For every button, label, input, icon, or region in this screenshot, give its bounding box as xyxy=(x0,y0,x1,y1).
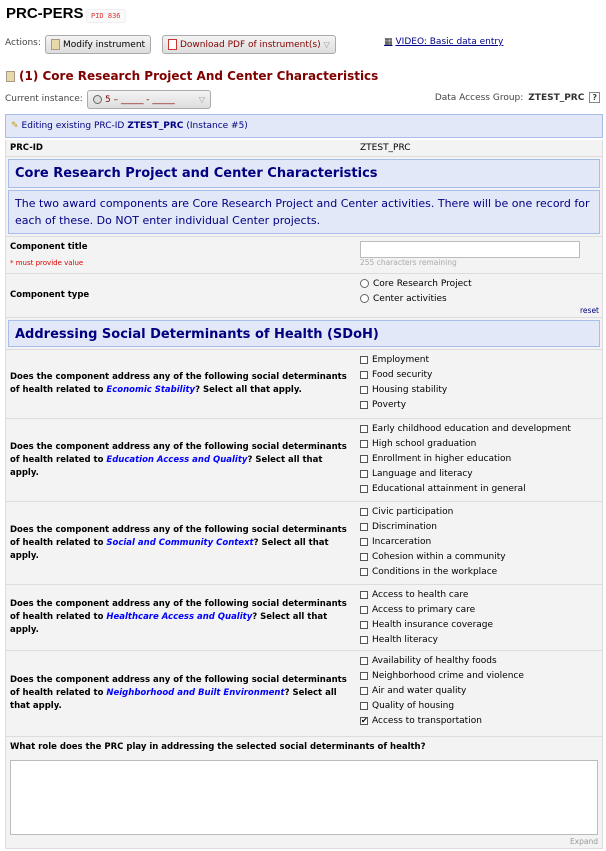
checkbox-option[interactable] xyxy=(360,367,598,382)
sdoh-question-row xyxy=(6,419,602,502)
required-note: * must provide value xyxy=(10,259,84,267)
option-label: High school graduation xyxy=(372,438,477,449)
prc-id-value: ZTEST_PRC xyxy=(360,143,411,153)
checkbox[interactable] xyxy=(360,621,368,629)
checkbox[interactable] xyxy=(360,455,368,463)
checkbox-option[interactable] xyxy=(360,549,598,564)
dag-label: Data Access Group: xyxy=(434,92,524,103)
checkbox-option[interactable] xyxy=(360,564,598,579)
modify-instrument-button[interactable] xyxy=(45,35,151,54)
checkbox[interactable] xyxy=(360,553,368,561)
component-type-option[interactable] xyxy=(360,291,598,306)
checkbox-option[interactable] xyxy=(360,534,598,549)
question-suffix: ? Select all that apply. xyxy=(10,688,337,711)
data-entry-form xyxy=(5,140,603,849)
checkbox-option[interactable] xyxy=(360,397,598,412)
option-label: Food security xyxy=(372,369,433,380)
editing-banner xyxy=(5,114,603,138)
sdoh-question-row xyxy=(6,502,602,585)
checkbox-option[interactable] xyxy=(360,602,598,617)
checkbox[interactable] xyxy=(360,508,368,516)
option-label: Language and literacy xyxy=(372,468,473,479)
question-topic: Healthcare Access and Quality xyxy=(106,612,253,622)
dag-value: ZTEST_PRC xyxy=(528,92,585,103)
checkbox[interactable] xyxy=(360,687,368,695)
checkbox-option[interactable] xyxy=(360,519,598,534)
radio-button[interactable] xyxy=(360,279,369,288)
status-circle-icon xyxy=(93,95,102,104)
option-label: Housing stability xyxy=(372,384,448,395)
section-header-row xyxy=(6,157,602,237)
question-topic: Neighborhood and Built Environment xyxy=(106,688,285,698)
checkbox-option[interactable] xyxy=(360,587,598,602)
project-title: PRC-PERS xyxy=(6,5,84,22)
checkbox-option[interactable] xyxy=(360,382,598,397)
data-access-group xyxy=(435,92,600,103)
checkbox-option[interactable] xyxy=(360,668,598,683)
question-suffix: ? Select all that apply. xyxy=(10,537,329,561)
checkbox-option[interactable] xyxy=(360,436,598,451)
checkbox-option[interactable] xyxy=(360,683,598,698)
pid-badge: PID 836 xyxy=(86,9,126,23)
editing-record-id: ZTEST_PRC xyxy=(127,121,184,131)
role-label: What role does the PRC play in addressing the selected social determinants of health? xyxy=(10,742,426,752)
option-label: Cohesion within a community xyxy=(372,551,506,562)
reset-link[interactable]: reset xyxy=(580,306,599,315)
sdoh-question-row xyxy=(6,585,602,651)
question-text: Does the component address any of the following social determinants of health related to xyxy=(10,599,347,622)
form-icon xyxy=(6,71,15,82)
instrument-title xyxy=(6,69,378,83)
sdoh-question-row xyxy=(6,651,602,737)
option-label: Access to transportation xyxy=(372,715,482,726)
checkbox[interactable] xyxy=(360,523,368,531)
question-text: Does the component address any of the following social determinants of health related to xyxy=(10,675,347,698)
current-instance-label: Current instance: xyxy=(5,94,83,104)
checkbox[interactable] xyxy=(360,591,368,599)
modify-label: Modify instrument xyxy=(63,39,146,50)
checkbox-option[interactable] xyxy=(360,632,598,647)
film-icon: ▦ xyxy=(384,37,393,47)
section-header: Addressing Social Determinants of Health (SDoH) xyxy=(8,320,600,347)
chevron-down-icon: ▽ xyxy=(323,40,330,49)
checkbox-option[interactable] xyxy=(360,466,598,481)
question-text: Does the component address any of the following social determinants of health related to xyxy=(10,441,347,465)
pencil-icon: ✎ xyxy=(11,121,19,131)
component-type-option[interactable] xyxy=(360,276,598,291)
question-suffix: ? Select all that apply. xyxy=(195,385,302,395)
checkbox-option[interactable] xyxy=(360,481,598,496)
checkbox[interactable] xyxy=(360,702,368,710)
checkbox-option[interactable] xyxy=(360,617,598,632)
option-label: Health literacy xyxy=(372,634,438,645)
option-label: Core Research Project xyxy=(373,278,472,289)
checkbox[interactable] xyxy=(360,672,368,680)
prc-id-label: PRC-ID xyxy=(10,142,43,153)
option-label: Quality of housing xyxy=(372,700,455,711)
section-header: Core Research Project and Center Characteristics xyxy=(8,159,600,188)
checkbox-option[interactable] xyxy=(360,653,598,668)
video-label: VIDEO: Basic data entry xyxy=(395,37,504,47)
checkbox[interactable] xyxy=(360,356,368,364)
question-topic: Social and Community Context xyxy=(106,537,254,548)
role-textarea[interactable] xyxy=(10,760,598,835)
option-label: Availability of healthy foods xyxy=(372,655,497,666)
option-label: Enrollment in higher education xyxy=(372,453,512,464)
option-label: Air and water quality xyxy=(372,685,467,696)
expand-link[interactable]: Expand xyxy=(569,837,598,846)
checkbox-option[interactable] xyxy=(360,352,598,367)
question-text: Does the component address any of the following social determinants of health related to xyxy=(10,524,347,548)
component-type-label: Component type xyxy=(10,290,90,300)
checkbox[interactable] xyxy=(360,470,368,478)
option-label: Educational attainment in general xyxy=(372,483,526,494)
component-title-input[interactable] xyxy=(360,241,580,258)
video-link[interactable] xyxy=(384,37,503,47)
option-label: Incarceration xyxy=(372,536,432,547)
checkbox[interactable] xyxy=(360,371,368,379)
checkbox[interactable] xyxy=(360,636,368,644)
sdoh-question-row xyxy=(6,350,602,419)
option-label: Health insurance coverage xyxy=(372,619,494,630)
option-label: Early childhood education and development xyxy=(372,423,571,434)
actions-label: Actions: xyxy=(5,38,41,48)
question-text: Does the component address any of the following social determinants of health related to xyxy=(10,372,347,395)
question-topic: Economic Stability xyxy=(106,385,196,395)
help-button[interactable]: ? xyxy=(589,92,600,103)
section-description: The two award components are Core Research Project and Center activities. There will be one record for each of these. Do NOT enter individual Center projects. xyxy=(8,190,600,234)
component-title-label: Component title xyxy=(10,242,88,252)
checkbox-option[interactable] xyxy=(360,713,598,728)
checkbox[interactable] xyxy=(360,425,368,433)
instance-select[interactable] xyxy=(87,90,211,109)
checkbox[interactable] xyxy=(360,538,368,546)
instance-value: 5 – _____ - _____ xyxy=(105,94,175,105)
editing-suffix: (Instance #5) xyxy=(186,121,248,131)
question-topic: Education Access and Quality xyxy=(106,454,248,465)
sdoh-header-row xyxy=(6,318,602,350)
checkbox-option[interactable] xyxy=(360,421,598,436)
pdf-icon xyxy=(168,39,177,50)
option-label: Employment xyxy=(372,354,430,365)
download-pdf-button[interactable] xyxy=(162,35,336,54)
question-suffix: ? Select all that apply. xyxy=(10,612,328,635)
option-label: Civic participation xyxy=(372,506,454,517)
question-suffix: ? Select all that apply. xyxy=(10,454,323,478)
checkbox[interactable] xyxy=(360,440,368,448)
checkbox-option[interactable] xyxy=(360,504,598,519)
download-label: Download PDF of instrument(s) xyxy=(180,39,321,50)
checkbox-option[interactable] xyxy=(360,451,598,466)
checkbox-option[interactable] xyxy=(360,698,598,713)
checkbox[interactable] xyxy=(360,568,368,576)
checkbox[interactable]: ✔ xyxy=(361,715,368,725)
radio-button[interactable] xyxy=(360,294,369,303)
option-label: Conditions in the workplace xyxy=(372,566,498,577)
instrument-title-text: (1) Core Research Project And Center Characteristics xyxy=(19,69,379,83)
checkbox[interactable] xyxy=(360,401,368,409)
checkbox[interactable] xyxy=(360,657,368,665)
chars-remaining: 255 characters remaining xyxy=(360,258,457,267)
component-title-row xyxy=(6,237,602,274)
checkbox[interactable] xyxy=(360,485,368,493)
editing-prefix: Editing existing PRC-ID xyxy=(21,121,125,131)
checkbox[interactable] xyxy=(360,386,368,394)
option-label: Discrimination xyxy=(372,521,437,532)
checkbox[interactable] xyxy=(360,606,368,614)
option-label: Access to primary care xyxy=(372,604,476,615)
option-label: Poverty xyxy=(372,399,407,410)
option-label: Neighborhood crime and violence xyxy=(372,670,524,681)
option-label: Center activities xyxy=(373,293,447,304)
component-type-row xyxy=(6,274,602,318)
prc-id-row xyxy=(6,140,602,157)
option-label: Access to health care xyxy=(372,589,469,600)
form-edit-icon xyxy=(51,39,60,50)
chevron-down-icon: ▽ xyxy=(198,95,205,104)
role-row xyxy=(6,737,602,849)
